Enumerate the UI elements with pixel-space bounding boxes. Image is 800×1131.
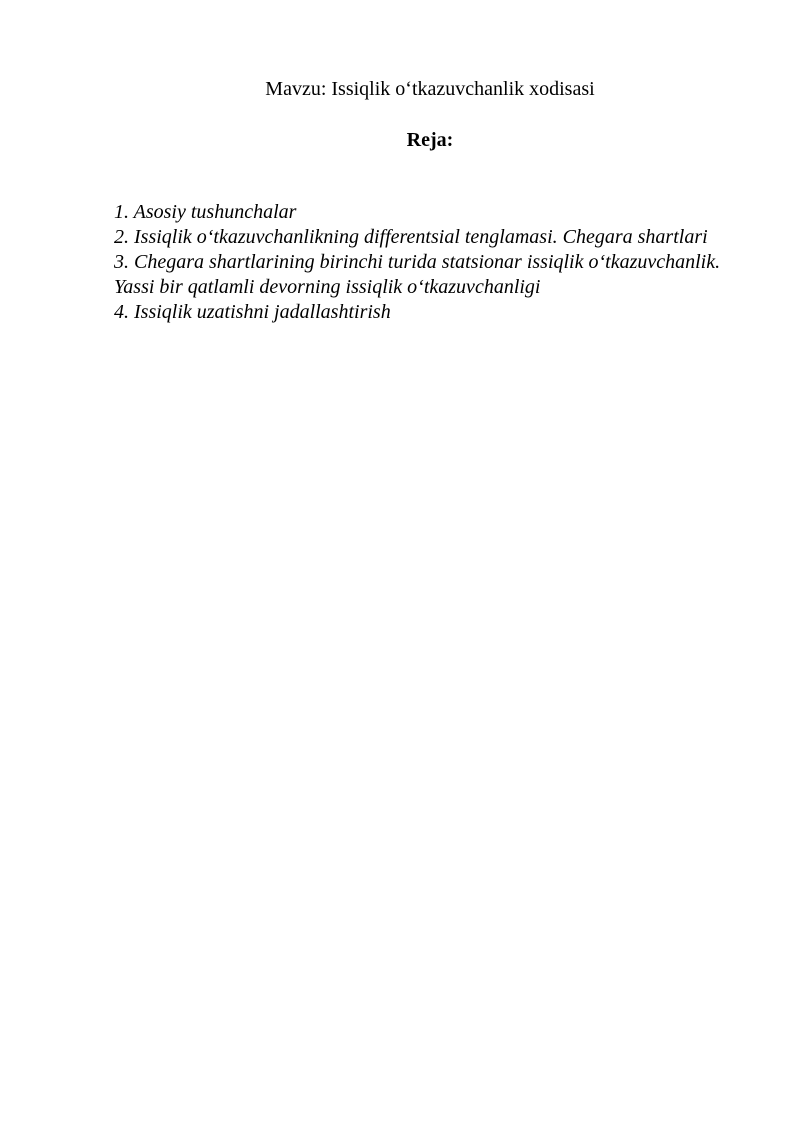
document-title: Mavzu: Issiqlik o‘tkazuvchanlik xodisasi [265,78,595,100]
plan-list [114,200,734,325]
plan-item-1: 1. Asosiy tushunchalar [114,201,297,223]
plan-heading: Reja: [406,129,454,151]
plan-item-3: 3. Chegara shartlarining birinchi turida statsionar issiqlik o‘tkazuvchanlik. Yassi bir qatlamli devorning issiqlik o‘tkazuvchanligi [114,251,721,298]
plan-item-2: 2. Issiqlik o‘tkazuvchanlikning differentsial tenglamasi. Chegara shartlari [114,226,708,248]
plan-item-4: 4. Issiqlik uzatishni jadallashtirish [114,301,391,323]
